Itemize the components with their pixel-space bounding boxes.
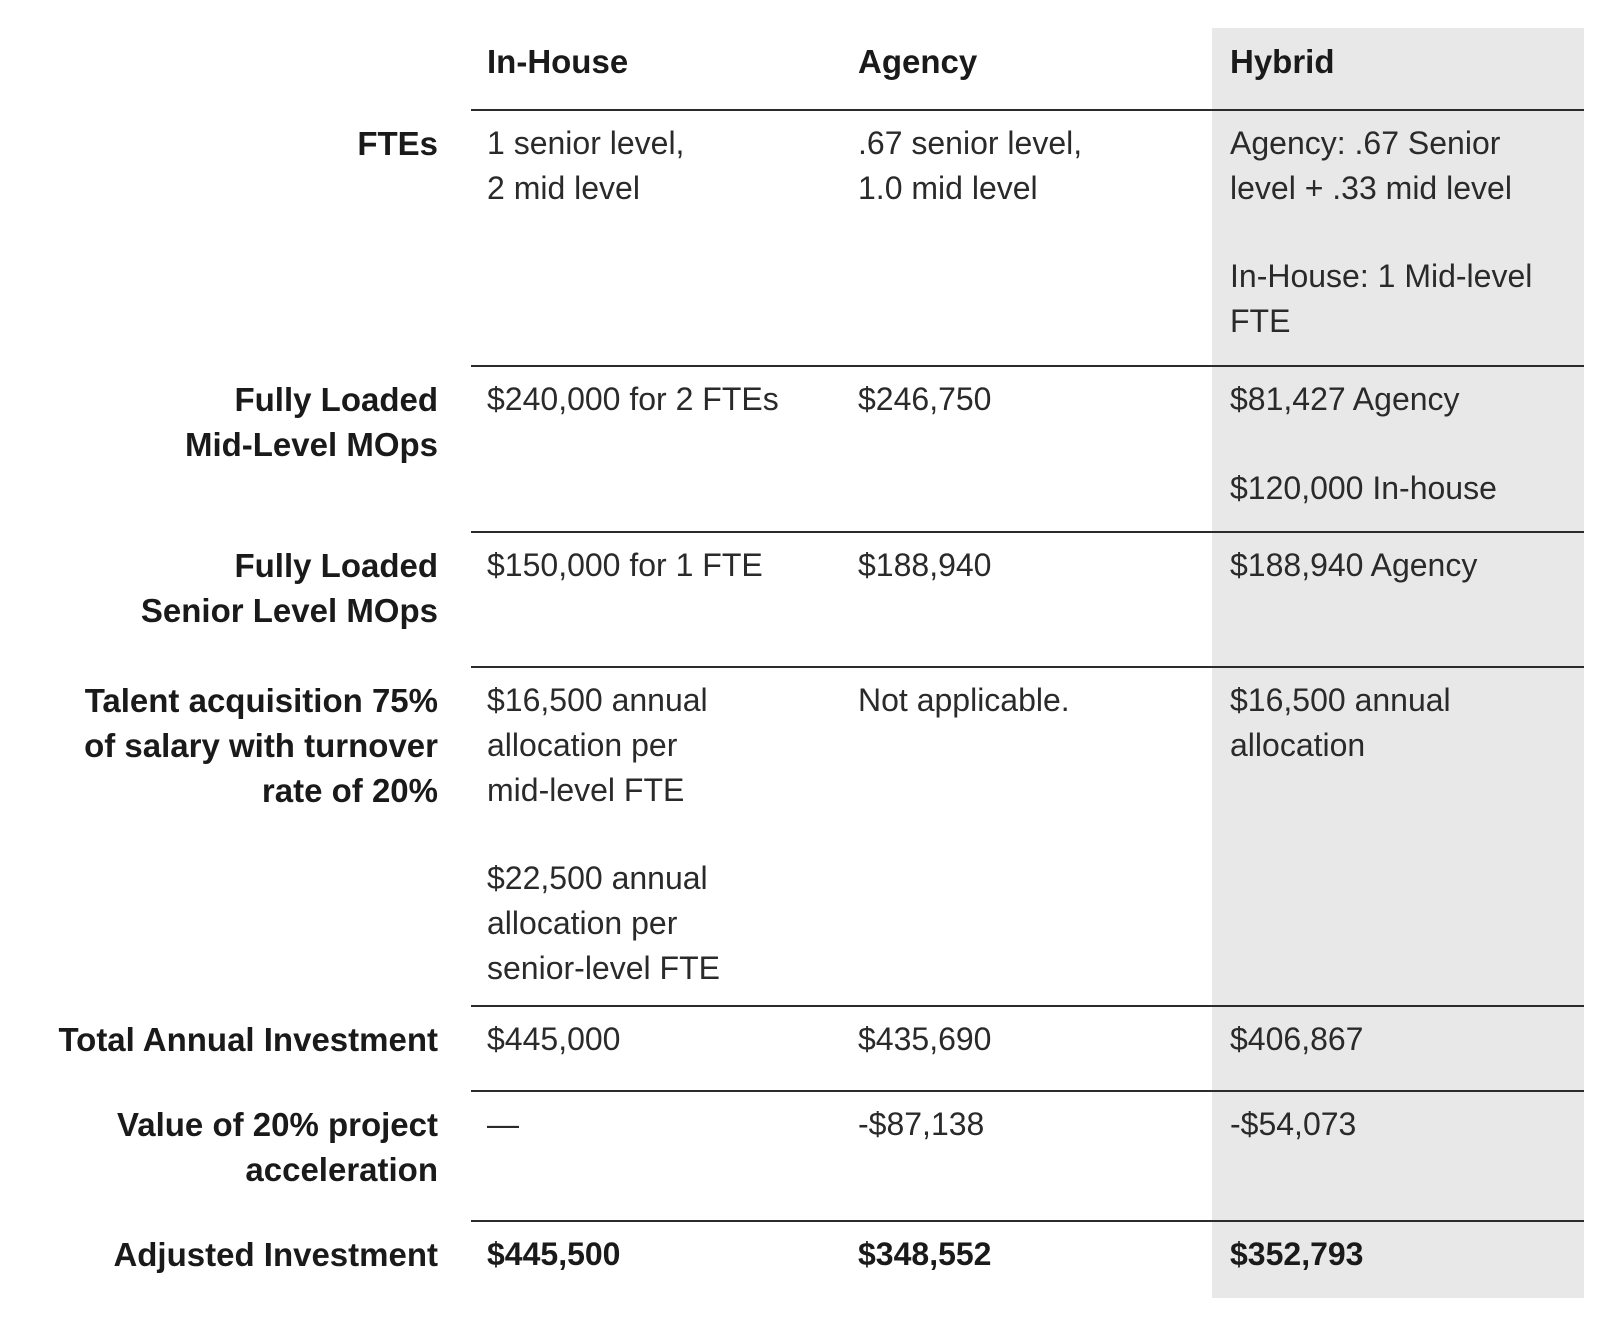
- row-divider: [471, 1220, 1584, 1222]
- header-hybrid: Hybrid: [1230, 43, 1335, 80]
- row-label-total-annual-investment: Total Annual Investment: [58, 1021, 438, 1058]
- talent-agency: Not applicable.: [858, 682, 1070, 718]
- mid-level-hybrid-agency: $81,427 Agency: [1230, 381, 1460, 417]
- header-in-house: In-House: [487, 43, 629, 80]
- acceleration-agency: -$87,138: [858, 1106, 985, 1142]
- ftes-agency: .67 senior level, 1.0 mid level: [858, 125, 1083, 206]
- header-agency: Agency: [858, 43, 978, 80]
- mid-level-hybrid-in-house: $120,000 In-house: [1230, 470, 1497, 506]
- adjusted-hybrid: $352,793: [1230, 1236, 1364, 1272]
- row-label-ftes: FTEs: [357, 125, 438, 162]
- total-hybrid: $406,867: [1230, 1021, 1364, 1057]
- senior-level-agency: $188,940: [858, 547, 992, 583]
- acceleration-in-house: —: [487, 1106, 519, 1142]
- mid-level-agency: $246,750: [858, 381, 992, 417]
- row-label-mid-level-mops: Fully Loaded Mid-Level MOps: [184, 381, 438, 463]
- row-label-senior-level-mops: Fully Loaded Senior Level MOps: [140, 547, 438, 629]
- row-divider: [471, 666, 1584, 668]
- row-label-adjusted-investment: Adjusted Investment: [113, 1236, 438, 1273]
- senior-level-in-house: $150,000 for 1 FTE: [487, 547, 763, 583]
- row-label-talent-acquisition: Talent acquisition 75% of salary with turnover rate of 20%: [84, 682, 438, 809]
- talent-in-house-senior: $22,500 annual allocation per senior-level FTE: [487, 860, 720, 986]
- row-label-project-acceleration: Value of 20% project acceleration: [117, 1106, 438, 1188]
- talent-in-house-mid: $16,500 annual allocation per mid-level FTE: [487, 682, 708, 808]
- mid-level-in-house: $240,000 for 2 FTEs: [487, 381, 779, 417]
- ftes-hybrid-in-house: In-House: 1 Mid-level FTE: [1230, 258, 1533, 339]
- talent-hybrid: $16,500 annual allocation: [1230, 682, 1451, 763]
- ftes-in-house: 1 senior level, 2 mid level: [487, 125, 685, 206]
- row-divider: [471, 1005, 1584, 1007]
- header-divider: [471, 109, 1584, 111]
- adjusted-in-house: $445,500: [487, 1236, 621, 1272]
- total-in-house: $445,000: [487, 1021, 621, 1057]
- total-agency: $435,690: [858, 1021, 992, 1057]
- row-divider: [471, 531, 1584, 533]
- ftes-hybrid-agency: Agency: .67 Senior level + .33 mid level: [1230, 125, 1512, 206]
- acceleration-hybrid: -$54,073: [1230, 1106, 1357, 1142]
- row-divider: [471, 1090, 1584, 1092]
- senior-level-hybrid: $188,940 Agency: [1230, 547, 1478, 583]
- adjusted-agency: $348,552: [858, 1236, 992, 1272]
- row-divider: [471, 365, 1584, 367]
